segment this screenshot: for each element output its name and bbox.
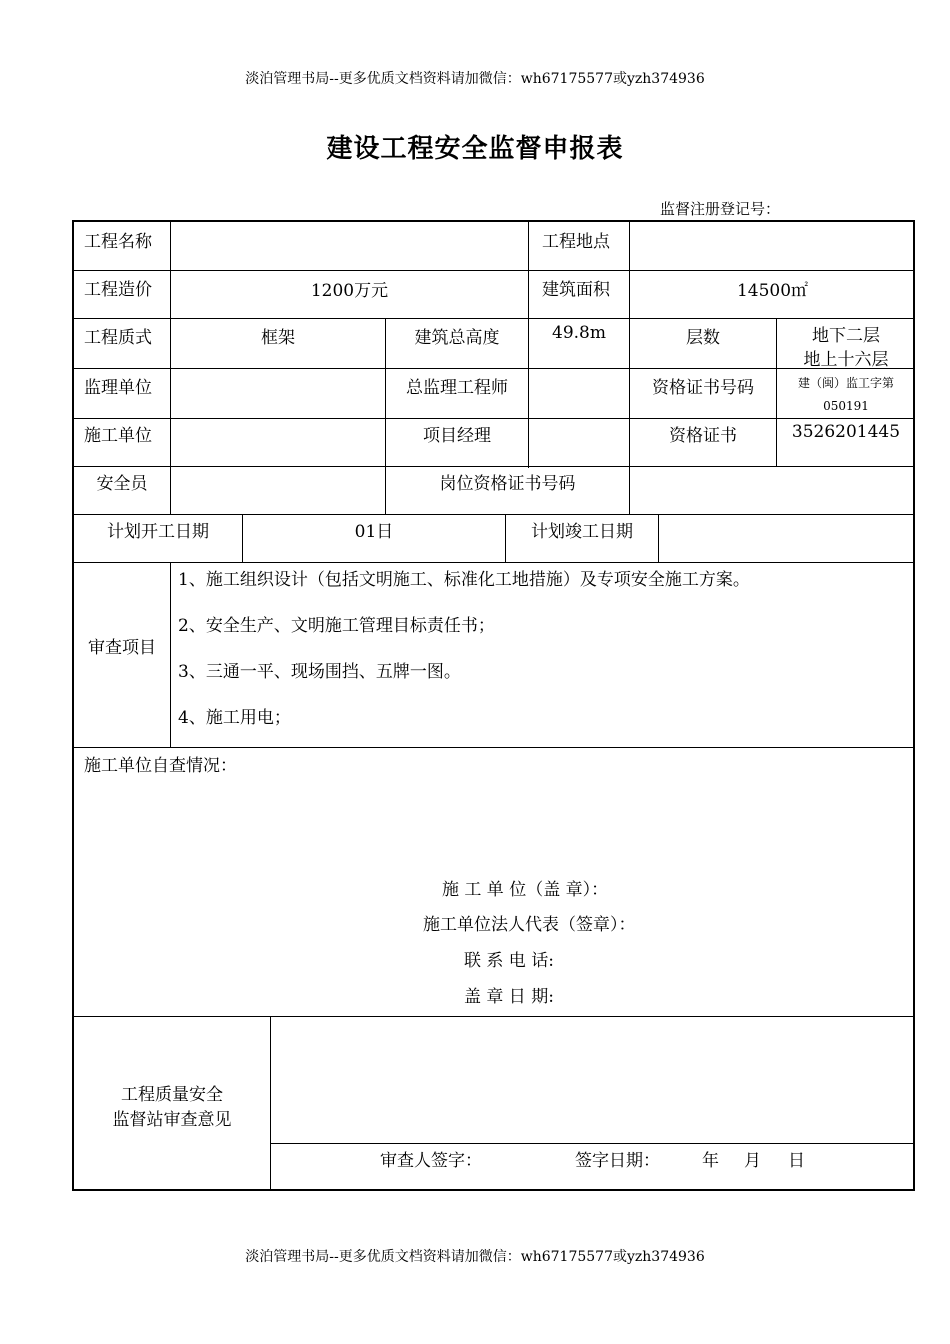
self-check-label: 施工单位自查情况： <box>84 756 237 776</box>
floors-label: 层数 <box>686 328 720 348</box>
cert-no-label: 资格证书号码 <box>652 378 754 398</box>
height-value: 49.8m <box>552 323 606 343</box>
review-item-2: 2、安全生产、文明施工管理目标责任书； <box>178 616 495 636</box>
col-divider <box>170 562 171 747</box>
row-divider <box>74 1016 915 1017</box>
row-divider <box>74 318 915 319</box>
structure-label: 工程质式 <box>84 328 152 348</box>
contractor-label: 施工单位 <box>84 426 152 446</box>
header-note: 淡泊管理书局--更多优质文档资料请加微信：wh67175577或yzh374936 <box>245 71 705 87</box>
project-location-label: 工程地点 <box>542 232 610 252</box>
day-label: 日 <box>788 1151 805 1171</box>
year-label: 年 <box>702 1151 719 1171</box>
row-divider <box>74 270 915 271</box>
footer-note: 淡泊管理书局--更多优质文档资料请加微信：wh67175577或yzh374936 <box>245 1249 705 1265</box>
review-item-1: 1、施工组织设计（包括文明施工、标准化工地措施）及专项安全施工方案。 <box>178 570 750 590</box>
floors-value-1: 地下二层 <box>812 326 880 346</box>
project-name-label: 工程名称 <box>84 232 152 252</box>
start-date-value: 01日 <box>354 522 394 542</box>
row-divider <box>74 747 915 748</box>
structure-value: 框架 <box>261 328 295 348</box>
row-divider <box>74 418 915 419</box>
row-divider <box>74 514 915 515</box>
month-label: 月 <box>744 1151 761 1171</box>
phone-label: 联 系 电 话: <box>464 951 554 971</box>
col-divider <box>528 222 529 368</box>
area-value: 14500㎡ <box>736 281 809 301</box>
safety-officer-label: 安全员 <box>96 474 148 494</box>
row-divider <box>270 1143 915 1144</box>
review-items-label: 审查项目 <box>88 638 156 658</box>
application-form <box>72 220 915 1191</box>
supervisor-unit-label: 监理单位 <box>84 378 152 398</box>
station-opinion-line1: 工程质量安全 <box>121 1085 223 1105</box>
chief-supervisor-label: 总监理工程师 <box>406 378 508 398</box>
area-label: 建筑面积 <box>542 280 610 300</box>
reviewer-sign-label: 审查人签字： <box>380 1151 482 1171</box>
cost-label: 工程造价 <box>84 280 152 300</box>
pm-label: 项目经理 <box>423 426 491 446</box>
height-label: 建筑总高度 <box>414 328 500 348</box>
seal-date-label: 盖 章 日 期: <box>464 987 554 1007</box>
end-date-label: 计划竣工日期 <box>531 522 633 542</box>
page-title: 建设工程安全监督申报表 <box>326 134 624 164</box>
col-divider <box>528 368 529 468</box>
start-date-label: 计划开工日期 <box>107 522 209 542</box>
cert-no-value-1: 建（闽）监工字第 <box>797 376 894 390</box>
review-item-3: 3、三通一平、现场围挡、五牌一图。 <box>178 662 461 682</box>
post-cert-label: 岗位资格证书号码 <box>439 474 576 494</box>
legal-rep-label: 施工单位法人代表（签章）： <box>423 915 636 935</box>
station-opinion-line2: 监督站审查意见 <box>112 1110 232 1130</box>
col-divider <box>170 222 171 514</box>
cert-no-value-2: 050191 <box>823 399 869 413</box>
registration-label: 监督注册登记号： <box>660 200 781 218</box>
qual-cert-label: 资格证书 <box>669 426 737 446</box>
cost-value: 1200万元 <box>310 281 389 301</box>
qual-cert-value: 3526201445 <box>791 422 901 442</box>
row-divider <box>74 562 915 563</box>
row-divider <box>74 466 915 467</box>
floors-value-2: 地上十六层 <box>803 350 889 370</box>
review-item-4: 4、施工用电； <box>178 708 291 728</box>
seal-label: 施 工 单 位（盖 章）： <box>442 880 609 900</box>
col-divider <box>270 1016 271 1191</box>
sign-date-label: 签字日期： <box>575 1151 660 1171</box>
col-divider <box>658 514 659 562</box>
